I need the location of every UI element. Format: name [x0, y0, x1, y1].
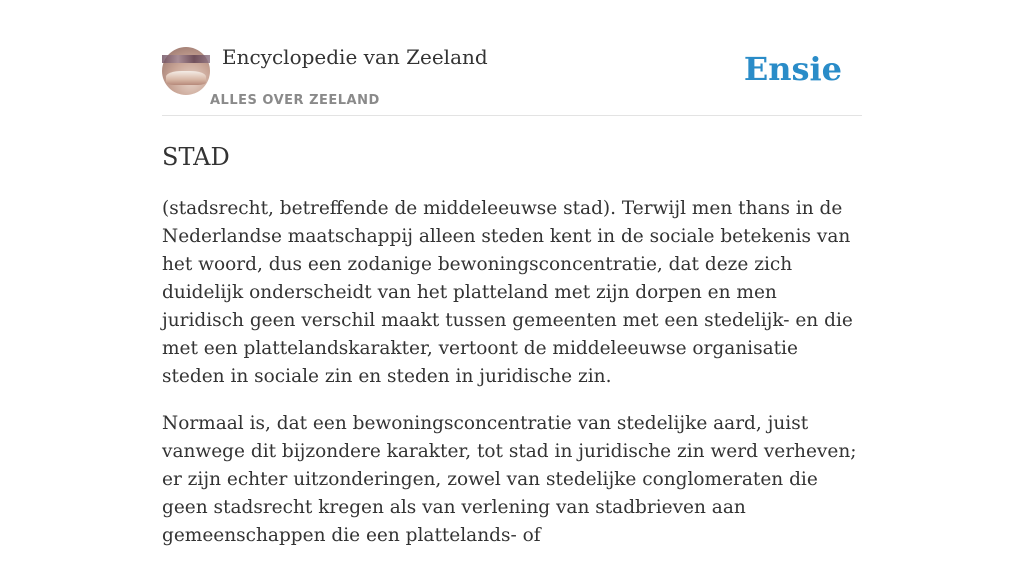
site-tagline: ALLES OVER ZEELAND: [210, 93, 380, 108]
ensie-logo-link[interactable]: Ensie: [743, 50, 842, 88]
book-avatar-icon[interactable]: [162, 47, 210, 95]
avatar-band: [162, 55, 210, 63]
site-title-link[interactable]: Encyclopedie van Zeeland: [222, 45, 488, 69]
site-header: [162, 0, 862, 116]
entry-paragraph: (stadsrecht, betreffende de middeleeuwse stad). Terwijl men thans in de Nederlandse maatschappij alleen steden kent in de sociale betekenis van het woord, dus een zodanige bewoningsconcentratie, dat deze zich duidelijk onderscheidt van het platteland met zijn dorpen en men juridisch geen verschil maakt tussen gemeenten met een stedelijk- en die met een plattelandskarakter, vertoont de middeleeuwse organisatie steden in sociale zin en steden in juridische zin.: [162, 198, 853, 387]
content-container: [162, 0, 862, 569]
entry-title: STAD: [162, 143, 230, 171]
avatar-book: [166, 71, 206, 85]
entry-body: [162, 195, 862, 550]
entry-paragraph: Normaal is, dat een bewoningsconcentratie van stedelijke aard, juist vanwege dit bijzondere karakter, tot stad in juridische zin werd verheven; er zijn echter uitzonderingen, zowel van stedelijke conglomeraten die geen stadsrecht kregen als van verlening van stadbrieven aan gemeenschappen die een plattelands- of: [162, 413, 857, 546]
